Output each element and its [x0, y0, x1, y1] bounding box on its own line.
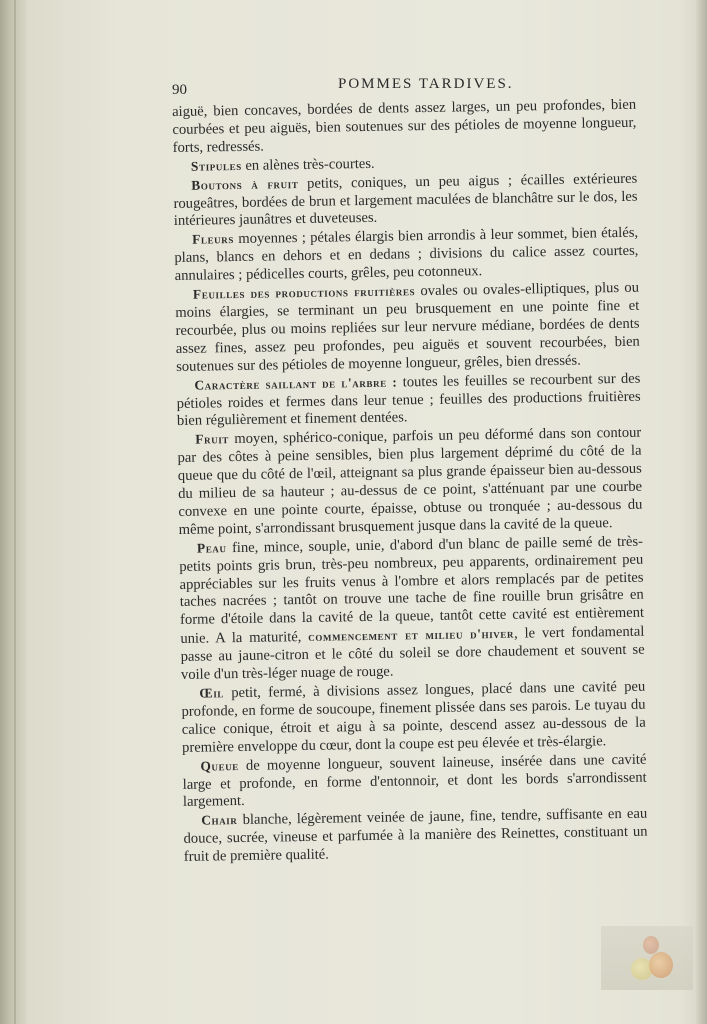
paragraph-label: Queue: [200, 757, 239, 774]
page-header: [172, 76, 642, 98]
paragraph-queue: [182, 750, 647, 812]
running-title: POMMES TARDIVES.: [338, 76, 514, 92]
paragraph-oeil: [181, 678, 646, 758]
gutter-line: [14, 0, 16, 1024]
paragraph-label: Feuilles des productions fruitières: [192, 283, 416, 302]
page-number: 90: [172, 82, 187, 98]
paragraph-label: Caractère saillant de l'arbre :: [194, 374, 398, 393]
paragraph-label: Fruit: [195, 431, 230, 447]
paragraph-text: de moyenne longueur, souvent laineuse, insérée dans une cavité large et profonde, en forme d'entonnoir, et dont les bords s'arrondissent largement.: [182, 751, 647, 811]
paragraph-text-continued: , le vert fondamental passe au jaune-citron et le côté du soleil se dore chaudement et souvent se voile d'un très-léger nuage de rouge.: [180, 623, 645, 684]
fruit-icon: [649, 952, 673, 978]
paragraph-chair: [183, 805, 648, 867]
paragraph-text: moyennes ; pétales élargis bien arrondis à leur sommet, bien étalés, plans, blancs en dehors et en dedans ; divisions du calice assez courtes, annulaires ; pédicelles courts, grêles, peu cotonneux.: [174, 225, 639, 285]
paragraph-feuilles: [175, 279, 640, 377]
page-edge-shadow: [695, 0, 707, 1024]
paragraph-label: Boutons à fruit: [191, 175, 299, 193]
paragraph-text: ovales ou ovales-elliptiques, plus ou moins élargies, se terminant un peu brusquement en une pointe fine et recourbée, plus ou moins repliées sur leur nervure médiane, bordées de dents assez fines, assez peu profondes, peu aiguës et souvent recourbées, bien soutenues sur des pétioles de moyenne longueur, grêles, bien dressés.: [175, 279, 640, 375]
paragraph-inline-label: commencement et milieu d'hiver: [308, 625, 515, 645]
paragraph-text: fine, mince, souple, unie, d'abord d'un blanc de paille semé de très-petits points gris brun, très-peu nombreux, peu apparents, ordinairement peu appréciables sur les fruits venus à l'ombre et alors remplacés par de petites taches nacrées ; tantôt on trouve une tache de fine rouille brun grisâtre en forme d'étoile dans la cavité de la queue, tantôt cette cavité est entièrement unie. A la maturité,: [179, 533, 645, 648]
paragraph-text: aiguë, bien concaves, bordées de dents assez larges, un peu profondes, bien courbées et peu aiguës, bien soutenues sur des pétioles de moyenne longueur, forts, redressés.: [172, 96, 637, 156]
paragraph-text: petits, coniques, un peu aigus ; écailles extérieures rougeâtres, bordées de brun et largement maculées de blanchâtre sur le dos, les intérieures jaunâtres et duveteuses.: [173, 170, 638, 230]
paragraph-label: Stipules: [190, 157, 242, 174]
paragraph-boutons: [173, 169, 638, 231]
paragraph-text: moyen, sphérico-conique, parfois un peu déformé dans son contour par des côtes à peine sensibles, bien plus largement déprimé du côté de la queue que du côté de l'œil, atteignant sa plus grande épaisseur bien au-dessous du milieu de sa hauteur ; au-dessus de ce point, s'atténuant par une courbe convexe en une pointe courte, épaisse, obtuse ou tronquée ; au-dessous du même point, s'arrondissant brusquement jusque dans la cavité de la queue.: [177, 424, 643, 538]
fruit-icon: [643, 936, 659, 954]
paragraph-label: Fleurs: [192, 231, 235, 248]
fruit-thumbnail: [601, 926, 693, 990]
paragraph-fruit: [177, 424, 643, 540]
paragraph-text: petit, fermé, à divisions assez longues, placé dans une cavité peu profonde, en forme de soucoupe, finement plissée dans ses parois. Le tuyau du calice conique, étroit et aigu à sa pointe, descend assez au-dessous de la première enveloppe du cœur, dont la coupe est peu élevée et très-élargie.: [181, 678, 646, 756]
paragraph-text: en alènes très-courtes.: [241, 155, 375, 174]
paragraph-label: Chair: [201, 812, 238, 828]
paragraph-label: Œil: [199, 685, 225, 701]
paragraph-text: toutes les feuilles se recourbent sur des pétioles roides et fermes dans leur tenue ; feuilles des productions fruitières bien régulièrement et finement dentées.: [176, 370, 641, 430]
paragraph-label: Peau: [196, 539, 227, 556]
book-gutter: [0, 0, 26, 1024]
paragraph-fleurs: [174, 224, 639, 286]
paragraph-peau: [179, 532, 645, 685]
body-text: [172, 97, 648, 867]
paragraph-continuation: [172, 97, 637, 158]
paragraph-caractere: [176, 369, 641, 431]
paragraph-text: blanche, légèrement veinée de jaune, fine, tendre, suffisante en eau douce, sucrée, vineuse et parfumée à la manière des Reinettes, constituant un fruit de première qualité.: [183, 805, 648, 866]
